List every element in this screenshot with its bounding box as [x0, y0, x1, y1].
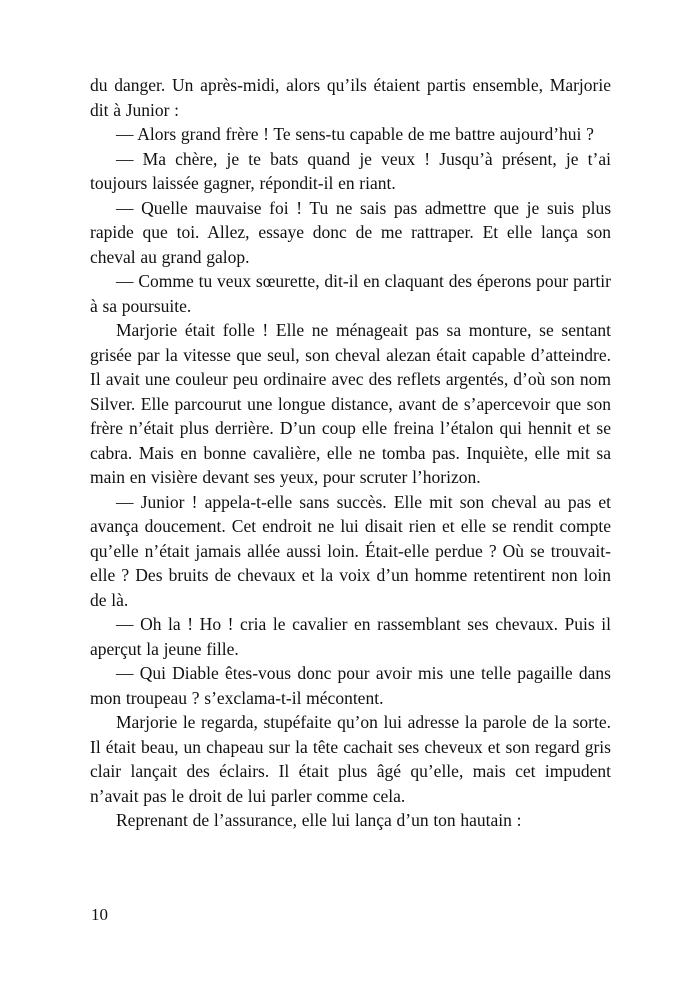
paragraph: — Junior ! appela-t-elle sans succès. Elle mit son cheval au pas et avança doucement. Cet endroit ne lui disait rien et elle se rendit compte qu’elle n’était jamais allée aussi loin. Était-elle perdue ? Où se trouvait-elle ? Des bruits de chevaux et la voix d’un homme retentirent non loin de là.	[90, 491, 611, 610]
book-page-text	[90, 73, 611, 833]
paragraph: Reprenant de l’assurance, elle lui lança d’un ton hautain :	[116, 810, 522, 830]
paragraph: — Oh la ! Ho ! cria le cavalier en rassemblant ses chevaux. Puis il aperçut la jeune fille.	[90, 614, 611, 659]
paragraph: Marjorie était folle ! Elle ne ménageait pas sa monture, se sentant grisée par la vitesse que seul, son cheval alezan était capable d’atteindre. Il avait une couleur peu ordinaire avec des reflets argentés, d’où son nom Silver. Elle parcourut une longue distance, avant de s’apercevoir que son frère n’était plus derrière. D’un coup elle freina l’étalon qui hennit et se cabra. Mais en bonne cavalière, elle ne tomba pas. Inquiète, elle mit sa main en visière devant ses yeux, pour scruter l’horizon.	[90, 320, 611, 487]
paragraph: — Quelle mauvaise foi ! Tu ne sais pas admettre que je suis plus rapide que toi. Allez, essaye donc de me rattraper. Et elle lança son cheval au grand galop.	[90, 197, 611, 267]
paragraph: — Alors grand frère ! Te sens-tu capable de me battre aujourd’hui ?	[116, 124, 594, 144]
paragraph: — Qui Diable êtes-vous donc pour avoir mis une telle pagaille dans mon troupeau ? s’exclama-t-il mécontent.	[90, 663, 611, 708]
paragraph: Marjorie le regarda, stupéfaite qu’on lui adresse la parole de la sorte. Il était beau, un chapeau sur la tête cachait ses cheveux et son regard gris clair lançait des éclairs. Il était plus âgé qu’elle, mais cet impudent n’avait pas le droit de lui parler comme cela.	[90, 712, 611, 806]
paragraph: du danger. Un après-midi, alors qu’ils étaient partis ensemble, Marjorie dit à Junior :	[90, 75, 611, 120]
paragraph: — Ma chère, je te bats quand je veux ! Jusqu’à présent, je t’ai toujours laissée gagner, répondit-il en riant.	[90, 148, 611, 193]
paragraph: — Comme tu veux sœurette, dit-il en claquant des éperons pour partir à sa poursuite.	[90, 271, 611, 316]
page-number: 10	[91, 905, 108, 924]
